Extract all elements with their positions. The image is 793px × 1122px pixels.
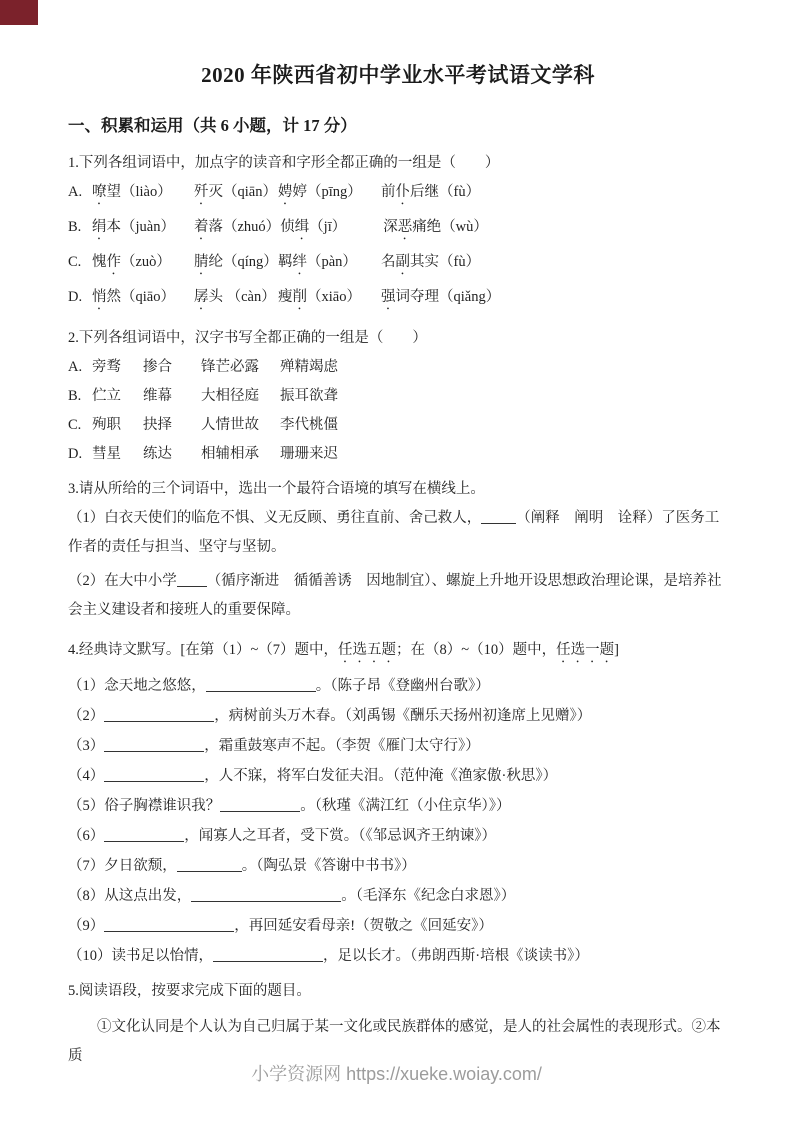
- option-letter: A.: [68, 359, 86, 375]
- word-group: [381, 287, 500, 313]
- q3-stem: [68, 479, 728, 499]
- pinyin: （jī）: [309, 219, 347, 235]
- q4-item-3: [68, 736, 728, 756]
- word-group: [194, 252, 278, 278]
- text-segment: 5.阅读语段，按要求完成下面的题目。: [68, 983, 311, 999]
- pinyin: （fù）: [439, 184, 481, 200]
- q1-option-b: [68, 217, 728, 243]
- pinyin: （pīng）: [307, 184, 362, 200]
- q4-item-1: [68, 676, 728, 696]
- q2-option-a: [68, 357, 728, 377]
- dotted-char: 副: [395, 254, 410, 270]
- word-group: [92, 252, 194, 278]
- word-part: 落: [208, 219, 223, 235]
- text-segment: （1）白衣天使们的临危不惧、义无反顾、勇往直前、舍己救人，: [68, 510, 482, 526]
- pinyin: （qiāo）: [121, 289, 175, 305]
- dotted-char: 悄: [92, 289, 107, 305]
- pinyin: （pàn）: [307, 254, 357, 270]
- dotted-char: 作: [106, 254, 121, 270]
- q2-option-c: [68, 415, 728, 435]
- word-part: 痛绝: [412, 219, 442, 235]
- pinyin: （zuò）: [121, 254, 171, 270]
- word-group: [92, 217, 194, 243]
- text-segment: 。（秋瑾《满江红（小住京华）》）: [300, 798, 511, 814]
- answer-blank: [213, 946, 323, 962]
- word-part: 然: [106, 289, 121, 305]
- answer-blank: [177, 571, 207, 587]
- word-part: 婷: [292, 184, 307, 200]
- pinyin: （juàn）: [121, 219, 175, 235]
- text-segment: ，人不寐，将军白发征夫泪。（范仲淹《渔家傲·秋思》）: [204, 768, 558, 784]
- word: 殚精竭虑: [280, 359, 338, 375]
- pinyin: （càn）: [226, 289, 276, 305]
- word-group: [92, 182, 194, 208]
- word-group: [278, 252, 381, 278]
- dotted-char: 仆: [395, 184, 410, 200]
- word-part: 本: [106, 219, 121, 235]
- answer-blank: [104, 916, 234, 932]
- text-segment: （循序渐进 循循善诱 因地制宜）、螺旋上升地开设思想政治理论课，是培养社会主义建设者和接班人的重要保障。: [68, 573, 722, 618]
- word-part: 灭: [208, 184, 223, 200]
- option-letter: C.: [68, 254, 85, 270]
- q1-option-c: [68, 252, 728, 278]
- word: 伫立: [92, 388, 121, 404]
- word-part: 愧: [92, 254, 107, 270]
- option-letter: A.: [68, 184, 86, 200]
- word-part: 瘦: [278, 289, 293, 305]
- text-segment: （3）: [68, 738, 105, 754]
- dotted-char: 绊: [292, 254, 307, 270]
- q4-stem: [68, 640, 728, 666]
- word-part: 头: [208, 289, 227, 305]
- word-part: 词夺理: [395, 289, 439, 305]
- word-group: [381, 252, 480, 278]
- word: 旁骛: [92, 359, 121, 375]
- emphasized-text: 任选五题: [338, 642, 397, 658]
- watermark-site-name: 小学资源网: [251, 1064, 342, 1084]
- option-letter: C.: [68, 417, 85, 433]
- answer-blank: [206, 676, 316, 692]
- text-segment: ，霜重鼓寒声不起。（李贺《雁门太守行》）: [204, 738, 480, 754]
- q2-option-b: [68, 386, 728, 406]
- word-part: 其实: [410, 254, 439, 270]
- text-segment: ，足以长才。（弗朗西斯·培根《谈读书》）: [323, 948, 589, 964]
- dotted-char: 恶: [397, 219, 413, 235]
- word-part: 深: [383, 219, 398, 235]
- text-segment: （10）读书足以怡情，: [68, 948, 213, 964]
- pinyin: （qíng）: [223, 254, 278, 270]
- text-segment: 1.下列各组词语中，加点字的读音和字形全都正确的一组是（ ）: [68, 155, 500, 171]
- word: 锋芒必露: [201, 359, 259, 375]
- word-group: [278, 182, 381, 208]
- text-segment: 。（陶弘景《答谢中书书》）: [241, 858, 416, 874]
- text-segment: （2）在大中小学: [68, 573, 177, 589]
- text-segment: （2）: [68, 708, 105, 724]
- dotted-char: 腈: [194, 254, 209, 270]
- word-group: [381, 182, 480, 208]
- watermark-footer: [0, 1062, 793, 1086]
- word-part: 望: [106, 184, 121, 200]
- q1-stem: [68, 153, 728, 173]
- dotted-char: 绢: [92, 219, 107, 235]
- q1-option-a: [68, 182, 728, 208]
- word: 大相径庭: [201, 388, 259, 404]
- dotted-char: 嘹: [92, 184, 107, 200]
- emphasized-text: 任选一题: [556, 642, 615, 658]
- text-segment: ；在（8）~（10）题中，: [396, 642, 557, 658]
- word: 振耳欲聋: [280, 388, 338, 404]
- dotted-char: 缉: [294, 219, 310, 235]
- watermark-url: https://xueke.woiay.com/: [346, 1064, 542, 1084]
- word: 相辅相承: [201, 446, 259, 462]
- page-corner-mark: [0, 0, 38, 25]
- pinyin: （wù）: [441, 219, 488, 235]
- q4-item-10: [68, 946, 728, 966]
- exam-body: [68, 153, 728, 1071]
- text-segment: 。（陈子昂《登幽州台歌》）: [315, 678, 490, 694]
- word-group: [383, 217, 488, 243]
- word-part: 羁: [278, 254, 293, 270]
- word: 维幕: [143, 388, 172, 404]
- word-part: 名: [381, 254, 396, 270]
- answer-blank: [481, 508, 516, 524]
- text-segment: ①文化认同是个人认为自己归属于某一文化或民族群体的感觉，是人的社会属性的表现形式。②本质: [68, 1019, 721, 1064]
- text-segment: ，病树前头万木春。（刘禹锡《酬乐天扬州初逢席上见赠》）: [214, 708, 592, 724]
- word: 彗星: [92, 446, 121, 462]
- answer-blank: [104, 736, 204, 752]
- text-segment: （1）念天地之悠悠，: [68, 678, 206, 694]
- pinyin: （fù）: [439, 254, 481, 270]
- section-heading: 一、积累和运用（共 6 小题，计 17 分）: [68, 116, 357, 135]
- text-segment: （7）夕日欲颓，: [68, 858, 177, 874]
- q5-stem: [68, 981, 728, 1001]
- q4-item-7: [68, 856, 728, 876]
- text-segment: ，再回延安看母亲!（贺敬之《回延安》）: [234, 918, 493, 934]
- q2-option-d: [68, 444, 728, 464]
- word-part: 纶: [208, 254, 223, 270]
- q4-item-2: [68, 706, 728, 726]
- answer-blank: [104, 766, 204, 782]
- text-segment: 4.经典诗文默写。[在第（1）~（7）题中，: [68, 642, 339, 658]
- dotted-char: 歼: [194, 184, 209, 200]
- dotted-char: 强: [381, 289, 396, 305]
- word: 李代桃僵: [280, 417, 338, 433]
- option-letter: B.: [68, 388, 85, 404]
- word-group: [194, 217, 280, 243]
- dotted-char: 削: [292, 289, 307, 305]
- text-segment: ，闻寡人之耳者，受下赏。（《邹忌讽齐王纳谏》）: [184, 828, 496, 844]
- word: 人情世故: [201, 417, 259, 433]
- q4-item-6: [68, 826, 728, 846]
- q1-option-d: [68, 287, 728, 313]
- text-segment: （6）: [68, 828, 105, 844]
- word-part: 前: [381, 184, 396, 200]
- answer-blank: [220, 796, 300, 812]
- text-segment: （5）俗子胸襟谁识我？: [68, 798, 221, 814]
- answer-blank: [104, 826, 184, 842]
- text-segment: （8）从这点出发，: [68, 888, 192, 904]
- q3-item-1: [68, 504, 728, 562]
- pinyin: （zhuó）: [223, 219, 281, 235]
- word-group: [194, 287, 278, 313]
- q3-item-2: [68, 567, 728, 625]
- exam-title: 2020 年陕西省初中学业水平考试语文学科: [201, 63, 595, 87]
- dotted-char: 娉: [278, 184, 293, 200]
- text-segment: （9）: [68, 918, 105, 934]
- text-segment: ]: [614, 642, 619, 658]
- text-segment: （4）: [68, 768, 105, 784]
- word-part: 后继: [410, 184, 439, 200]
- option-letter: D.: [68, 289, 86, 305]
- word: 珊珊来迟: [280, 446, 338, 462]
- dotted-char: 着: [194, 219, 209, 235]
- answer-blank: [104, 706, 214, 722]
- q4-item-9: [68, 916, 728, 936]
- text-segment: 。（毛泽东《纪念白求恩》）: [341, 888, 516, 904]
- word: 练达: [143, 446, 172, 462]
- pinyin: （qiān）: [223, 184, 277, 200]
- text-segment: （阐释 阐明 诠释）了医务工作者的责任与担当、坚守与坚韧。: [68, 510, 720, 555]
- q4-item-5: [68, 796, 728, 816]
- q4-item-4: [68, 766, 728, 786]
- pinyin: （xiāo）: [307, 289, 361, 305]
- text-segment: 3.请从所给的三个词语中，选出一个最符合语境的填写在横线上。: [68, 481, 485, 497]
- option-letter: D.: [68, 446, 86, 462]
- text-segment: 2.下列各组词语中，汉字书写全都正确的一组是（ ）: [68, 330, 427, 346]
- word: 掺合: [143, 359, 172, 375]
- word-part: 侦: [280, 219, 295, 235]
- option-letter: B.: [68, 219, 85, 235]
- q4-item-8: [68, 886, 728, 906]
- pinyin: （qiǎng）: [439, 289, 501, 305]
- word-group: [194, 182, 278, 208]
- pinyin: （liào）: [121, 184, 172, 200]
- word-group: [280, 217, 383, 243]
- dotted-char: 孱: [194, 289, 209, 305]
- word-group: [92, 287, 194, 313]
- word: 抉择: [143, 417, 172, 433]
- answer-blank: [177, 856, 242, 872]
- answer-blank: [191, 886, 341, 902]
- word-group: [278, 287, 381, 313]
- word: 殉职: [92, 417, 121, 433]
- q2-stem: [68, 328, 728, 348]
